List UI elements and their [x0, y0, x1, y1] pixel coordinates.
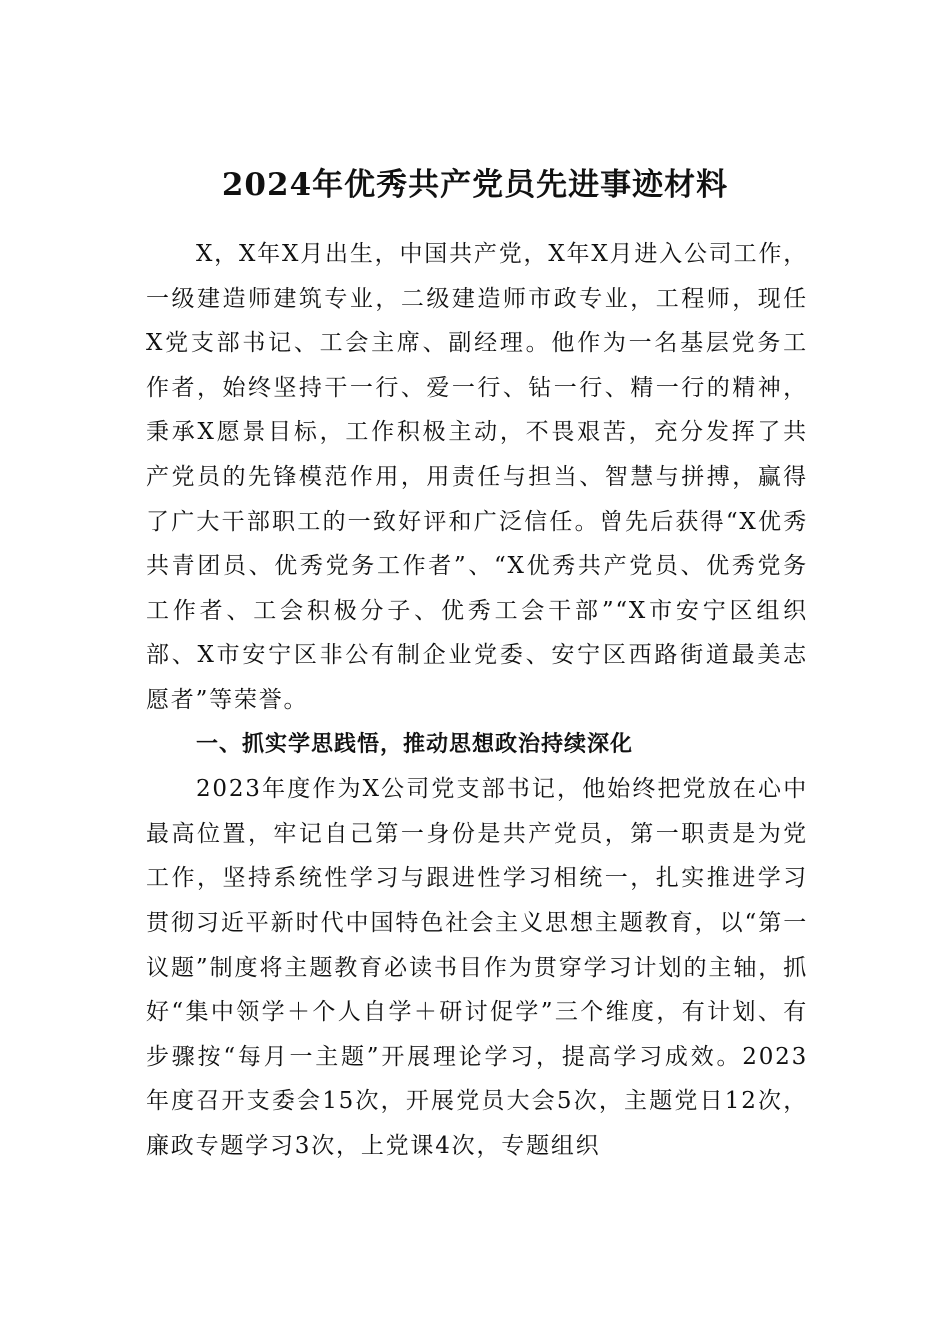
section-paragraph: 2023年度作为X公司党支部书记，他始终把党放在心中最高位置，牢记自己第一身份是共产党员，第一职责是为党工作，坚持系统性学习与跟进性学习相统一，扎实推进学习贯彻习近平新时代中国特色社会主义思想主题教育，以“第一议题”制度将主题教育必读书目作为贯穿学习计划的主轴，抓好“集中领学＋个人自学＋研讨促学”三个维度，有计划、有步骤按“每月一主题”开展理论学习，提高学习成效。2023年度召开支委会15次，开展党员大会5次，主题党日12次，廉政专题学习3次，上党课4次，专题组织 [146, 776, 808, 1159]
document-body [146, 232, 808, 1168]
document-title: 2024年优秀共产党员先进事迹材料 [221, 167, 729, 203]
intro-paragraph: X，X年X月出生，中国共产党，X年X月进入公司工作，一级建造师建筑专业，二级建造师市政专业，工程师，现任X党支部书记、工会主席、副经理。他作为一名基层党务工作者，始终坚持干一行、爱一行、钻一行、精一行的精神，秉承X愿景目标，工作积极主动，不畏艰苦，充分发挥了共产党员的先锋模范作用，用责任与担当、智慧与拼搏，赢得了广大干部职工的一致好评和广泛信任。曾先后获得“X优秀共青团员、优秀党务工作者”、“X优秀共产党员、优秀党务工作者、工会积极分子、优秀工会干部”“X市安宁区组织部、X市安宁区非公有制企业党委、安宁区西路街道最美志愿者”等荣誉。 [146, 241, 808, 713]
section-heading: 一、抓实学思践悟，推动思想政治持续深化 [196, 731, 634, 757]
